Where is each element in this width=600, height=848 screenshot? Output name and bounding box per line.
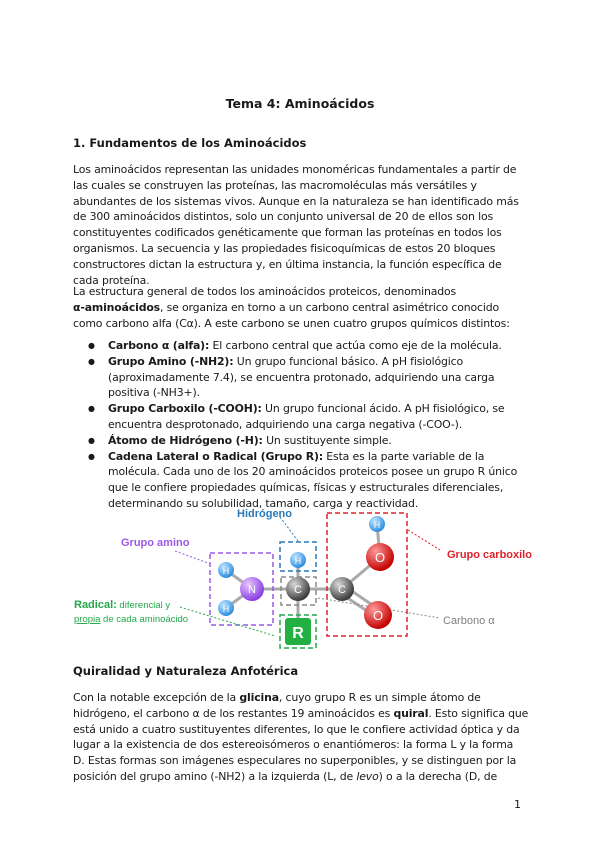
atom-label: H [294, 556, 302, 566]
atom-label: H [222, 566, 230, 576]
text-run: D. Estas formas son imágenes especulares no superponibles, y se distinguen por la [73, 754, 517, 768]
bullet-icon: ● [88, 435, 95, 445]
text-run: lugar a la existencia de dos estereoisómeros o enantiómeros: la forma L y la forma [73, 738, 514, 752]
text-line [73, 737, 528, 753]
atom-label: N [248, 584, 256, 596]
text-run: Los aminoácidos representan las unidades monoméricas fundamentales a partir de [73, 163, 517, 176]
text-run: positiva (-NH3+). [108, 386, 200, 400]
amino-group-label: Grupo amino [121, 537, 190, 549]
atom-label: O [374, 550, 386, 565]
bullet-icon: ● [88, 404, 95, 414]
bold-text: Grupo Carboxilo (-COOH): [108, 402, 262, 416]
text-run: ) o a la derecha (D, de [378, 769, 498, 783]
text-run: (aproximadamente 7.4), se encuentra protonado, adquiriendo una carga [108, 370, 495, 384]
text-run: está unido a cuatro sustituyentes diferentes, lo que le confiere actividad óptica y da [73, 722, 520, 736]
bold-text: Grupo Amino (-NH2): [108, 354, 234, 368]
text-run: hidrógeno, el carbono α de los restantes 19 aminoácidos es [73, 706, 394, 720]
italic-text: levo [356, 769, 379, 783]
bold-text: glicina [239, 691, 279, 704]
bullet-icon: ● [88, 356, 95, 366]
atom-label: O [372, 608, 384, 623]
text-run: posición del grupo amino (-NH2) a la izquierda (L, de [73, 769, 357, 783]
paragraph [73, 690, 528, 785]
atom-label: H [222, 604, 230, 614]
document-title: Tema 4: Aminoácidos [225, 96, 375, 111]
text-run: La estructura general de todos los aminoácidos proteicos, denominados [73, 285, 457, 298]
text-run: las cuales se construyen las proteínas, las macromoléculas más versátiles y [73, 178, 477, 192]
page-number: 1 [514, 798, 521, 811]
alpha-carbon-label: Carbono α [443, 615, 495, 627]
text-run: Con la notable excepción de la [73, 691, 240, 704]
radical-label-line2: propia de cada aminoácido [74, 614, 189, 625]
text-run: que le confiere propiedades químicas, físicas y estructurales diferenciales, [108, 481, 504, 495]
hydrogen-label: Hidrógeno [237, 508, 292, 520]
text-run: constructores dictan la estructura y, en última instancia, la función específica de [73, 257, 502, 271]
section-heading: Quiralidad y Naturaleza Anfotérica [73, 664, 299, 678]
atom-label: C [338, 584, 346, 596]
text-line [73, 690, 528, 706]
carboxyl-group-label: Grupo carboxilo [447, 549, 532, 561]
text-run: , cuyo grupo R es un simple átomo de [278, 691, 481, 704]
radical-label: Radical: diferencial y [74, 599, 171, 611]
text-run: cada proteína. [73, 273, 150, 287]
atom-label: H [373, 520, 381, 530]
text-line [73, 706, 528, 722]
text-run: encuentra desprotonado, adquiriendo una carga negativa (-COO-). [108, 417, 463, 431]
bonds [226, 524, 384, 630]
text-run: constituyentes codificados genéticamente que forman las proteínas en todos los [73, 226, 502, 240]
text-run: como carbono alfa (Cα). A este carbono se unen cuatro grupos químicos distintos: [73, 316, 510, 330]
bold-text: Carbono α (alfa): [108, 339, 210, 352]
text-run: molécula. Cada uno de los 20 aminoácidos proteicos posee un grupo R único [108, 465, 518, 479]
text-run: Un grupo funcional básico. A pH fisiológico [233, 354, 464, 368]
text-run: determinando su solubilidad, tamaño, carga y reactividad. [108, 496, 419, 510]
text-run: El carbono central que actúa como eje de la molécula. [209, 339, 502, 352]
bullet-icon: ● [88, 341, 95, 350]
section-heading: 1. Fundamentos de los Aminoácidos [73, 136, 307, 150]
bold-text: Átomo de Hidrógeno (-H): [108, 433, 263, 447]
text-run: organismos. La secuencia y las propiedades fisicoquímicas de estos 20 bloques [73, 241, 496, 255]
atom-label: R [292, 625, 304, 642]
text-run: abundantes de los sistemas vivos. Aunque en la naturaleza se han identificado más [73, 194, 519, 208]
text-run: Un grupo funcional ácido. A pH fisiológico, se [261, 402, 505, 416]
text-run: Un sustituyente simple. [262, 433, 392, 447]
bullet-icon: ● [88, 451, 95, 461]
atom-label: C [294, 584, 302, 596]
text-line [73, 769, 528, 785]
bold-text: α-aminoácidos [73, 300, 161, 314]
bold-text: Cadena Lateral o Radical (Grupo R): [108, 449, 323, 463]
text-line [73, 753, 528, 769]
text-line [73, 722, 528, 738]
text-run: de 300 aminoácidos distintos, solo un conjunto universal de 20 de ellos son los [73, 210, 493, 224]
text-run: , se organiza en torno a un carbono central asimétrico conocido [160, 300, 499, 314]
text-run: Esta es la parte variable de la [323, 449, 485, 463]
bold-text: quiral [393, 706, 429, 720]
text-run: . Esto significa que [428, 706, 529, 720]
